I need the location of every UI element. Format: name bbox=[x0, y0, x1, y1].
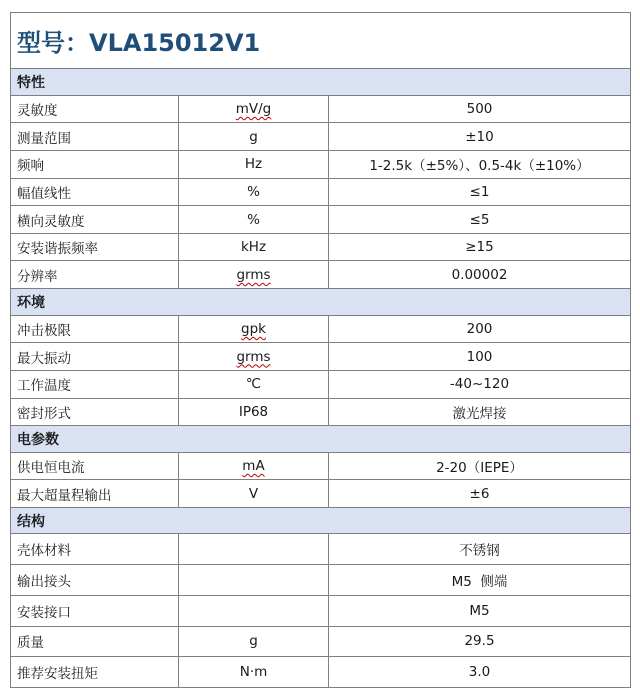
param-value: ±10 bbox=[329, 123, 631, 151]
param-name: 安装接口 bbox=[11, 595, 179, 626]
model-number: VLA15012V1 bbox=[89, 29, 261, 58]
table-row bbox=[11, 343, 631, 371]
param-value: 200 bbox=[329, 315, 631, 343]
unit-text: mA bbox=[242, 457, 265, 474]
param-unit: V bbox=[179, 480, 329, 508]
param-unit: % bbox=[179, 206, 329, 234]
param-name: 质量 bbox=[11, 626, 179, 657]
title-row bbox=[11, 13, 631, 69]
table-row bbox=[11, 370, 631, 398]
param-unit: kHz bbox=[179, 233, 329, 261]
table-row bbox=[11, 261, 631, 289]
table-row bbox=[11, 480, 631, 508]
param-unit bbox=[179, 452, 329, 480]
param-name: 安装谐振频率 bbox=[11, 233, 179, 261]
param-unit: ℃ bbox=[179, 370, 329, 398]
table-row bbox=[11, 626, 631, 657]
table-row bbox=[11, 534, 631, 565]
param-value: 0.00002 bbox=[329, 261, 631, 289]
param-unit: % bbox=[179, 178, 329, 206]
param-unit bbox=[179, 343, 329, 371]
table-row bbox=[11, 452, 631, 480]
param-name: 推荐安装扭矩 bbox=[11, 657, 179, 688]
value-text: M5 侧端 bbox=[451, 573, 508, 590]
param-name: 频响 bbox=[11, 151, 179, 179]
param-name: 壳体材料 bbox=[11, 534, 179, 565]
table-row bbox=[11, 595, 631, 626]
param-unit bbox=[179, 565, 329, 596]
unit-text: mV/g bbox=[235, 101, 272, 118]
param-value: 29.5 bbox=[329, 626, 631, 657]
param-name: 最大振动 bbox=[11, 343, 179, 371]
param-unit: N·m bbox=[179, 657, 329, 688]
param-value: -40~120 bbox=[329, 370, 631, 398]
table-row bbox=[11, 123, 631, 151]
param-unit bbox=[179, 95, 329, 123]
param-value bbox=[329, 565, 631, 596]
table-row bbox=[11, 178, 631, 206]
param-name: 灵敏度 bbox=[11, 95, 179, 123]
section-header-environment bbox=[11, 289, 631, 316]
table-row bbox=[11, 565, 631, 596]
param-name: 最大超量程输出 bbox=[11, 480, 179, 508]
param-unit bbox=[179, 315, 329, 343]
unit-text: gpk bbox=[241, 320, 266, 337]
param-value: 不锈钢 bbox=[329, 534, 631, 565]
spec-table bbox=[10, 12, 631, 688]
param-value: ≥15 bbox=[329, 233, 631, 261]
param-name: 工作温度 bbox=[11, 370, 179, 398]
param-value: 2-20（IEPE） bbox=[329, 452, 631, 480]
unit-text: grms bbox=[236, 348, 271, 365]
param-value: 激光焊接 bbox=[329, 398, 631, 426]
param-unit bbox=[179, 595, 329, 626]
param-name: 幅值线性 bbox=[11, 178, 179, 206]
section-heading: 电参数 bbox=[11, 426, 631, 453]
param-name: 分辨率 bbox=[11, 261, 179, 289]
section-heading: 结构 bbox=[11, 507, 631, 534]
section-header-structure bbox=[11, 507, 631, 534]
param-name: 密封形式 bbox=[11, 398, 179, 426]
table-row bbox=[11, 95, 631, 123]
param-value: 500 bbox=[329, 95, 631, 123]
title-prefix: 型号： bbox=[17, 30, 89, 58]
param-value: 3.0 bbox=[329, 657, 631, 688]
param-name: 输出接头 bbox=[11, 565, 179, 596]
param-name: 横向灵敏度 bbox=[11, 206, 179, 234]
section-heading: 环境 bbox=[11, 289, 631, 316]
param-unit: IP68 bbox=[179, 398, 329, 426]
param-unit: g bbox=[179, 123, 329, 151]
param-value: M5 bbox=[329, 595, 631, 626]
param-value: 1-2.5k（±5%）、0.5-4k（±10%） bbox=[329, 151, 631, 179]
table-row bbox=[11, 206, 631, 234]
param-value: ≤5 bbox=[329, 206, 631, 234]
param-unit: g bbox=[179, 626, 329, 657]
table-row bbox=[11, 398, 631, 426]
unit-text: grms bbox=[236, 266, 271, 283]
param-unit: Hz bbox=[179, 151, 329, 179]
table-row bbox=[11, 315, 631, 343]
param-name: 冲击极限 bbox=[11, 315, 179, 343]
table-row bbox=[11, 657, 631, 688]
page-title bbox=[11, 13, 631, 69]
section-heading: 特性 bbox=[11, 69, 631, 96]
param-value: ±6 bbox=[329, 480, 631, 508]
param-value: 100 bbox=[329, 343, 631, 371]
param-value: ≤1 bbox=[329, 178, 631, 206]
table-row bbox=[11, 233, 631, 261]
table-row bbox=[11, 151, 631, 179]
param-unit bbox=[179, 261, 329, 289]
section-header-characteristics bbox=[11, 69, 631, 96]
section-header-electrical bbox=[11, 426, 631, 453]
param-unit bbox=[179, 534, 329, 565]
param-name: 测量范围 bbox=[11, 123, 179, 151]
param-name: 供电恒电流 bbox=[11, 452, 179, 480]
